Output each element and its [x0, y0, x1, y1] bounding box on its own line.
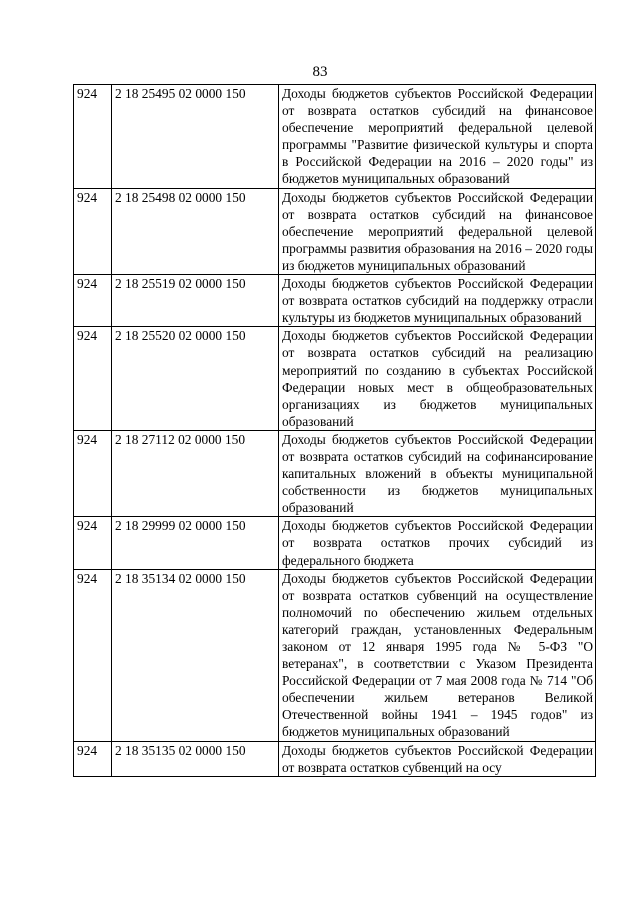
- description-cell: Доходы бюджетов субъектов Российской Федерации от возврата остатков субсидий на финансовое обеспечение мероприятий федеральной целевой программы развития образования на 2016 – 2020 годы из бюджетов муниципальных образований: [279, 188, 596, 274]
- admin-code-cell: 924: [74, 327, 112, 431]
- budget-code-cell: 2 18 25519 02 0000 150: [112, 275, 279, 327]
- table-row: [74, 517, 596, 569]
- page-number: 83: [312, 64, 328, 80]
- admin-code-cell: 924: [74, 275, 112, 327]
- admin-code-cell: 924: [74, 85, 112, 189]
- description-cell: Доходы бюджетов субъектов Российской Федерации от возврата остатков субсидий на поддержку отрасли культуры из бюджетов муниципальных образований: [279, 275, 596, 327]
- admin-code-cell: 924: [74, 188, 112, 274]
- budget-code-cell: 2 18 29999 02 0000 150: [112, 517, 279, 569]
- table-body: [74, 85, 596, 777]
- description-cell: Доходы бюджетов субъектов Российской Федерации от возврата остатков субсидий на софинансирование капитальных вложений в объекты муниципальной собственности из бюджетов муниципальных образований: [279, 430, 596, 516]
- description-cell: Доходы бюджетов субъектов Российской Федерации от возврата остатков субвенций на осу: [279, 741, 596, 776]
- admin-code-cell: 924: [74, 741, 112, 776]
- description-cell: Доходы бюджетов субъектов Российской Федерации от возврата остатков субсидий на реализацию мероприятий по созданию в субъектах Российской Федерации новых мест в общеобразовательных организациях из бюджетов муниципальных образований: [279, 327, 596, 431]
- table-row: [74, 327, 596, 431]
- description-cell: Доходы бюджетов субъектов Российской Федерации от возврата остатков субсидий на финансовое обеспечение мероприятий федеральной целевой программы "Развитие физической культуры и спорта в Российской Федерации на 2016 – 2020 годы" из бюджетов муниципальных образований: [279, 85, 596, 189]
- table-row: [74, 275, 596, 327]
- budget-classification-table: [73, 84, 596, 777]
- admin-code-cell: 924: [74, 517, 112, 569]
- table-row: [74, 569, 596, 741]
- table-row: [74, 430, 596, 516]
- description-cell: Доходы бюджетов субъектов Российской Федерации от возврата остатков прочих субсидий из федерального бюджета: [279, 517, 596, 569]
- budget-code-cell: 2 18 27112 02 0000 150: [112, 430, 279, 516]
- table-row: [74, 188, 596, 274]
- budget-code-cell: 2 18 35135 02 0000 150: [112, 741, 279, 776]
- admin-code-cell: 924: [74, 430, 112, 516]
- budget-code-cell: 2 18 35134 02 0000 150: [112, 569, 279, 741]
- table-row: [74, 741, 596, 776]
- admin-code-cell: 924: [74, 569, 112, 741]
- budget-code-cell: 2 18 25520 02 0000 150: [112, 327, 279, 431]
- description-cell: Доходы бюджетов субъектов Российской Федерации от возврата остатков субвенций на осуществление полномочий по обеспечению жильем отдельных категорий граждан, установленных Федеральным законом от 12 января 1995 года № 5-ФЗ "О ветеранах", в соответствии с Указом Президента Российской Федерации от 7 мая 2008 года № 714 "Об обеспечении жильем ветеранов Великой Отечественной войны 1941 – 1945 годов" из бюджетов муниципальных образований: [279, 569, 596, 741]
- table-row: [74, 85, 596, 189]
- budget-code-cell: 2 18 25495 02 0000 150: [112, 85, 279, 189]
- budget-code-cell: 2 18 25498 02 0000 150: [112, 188, 279, 274]
